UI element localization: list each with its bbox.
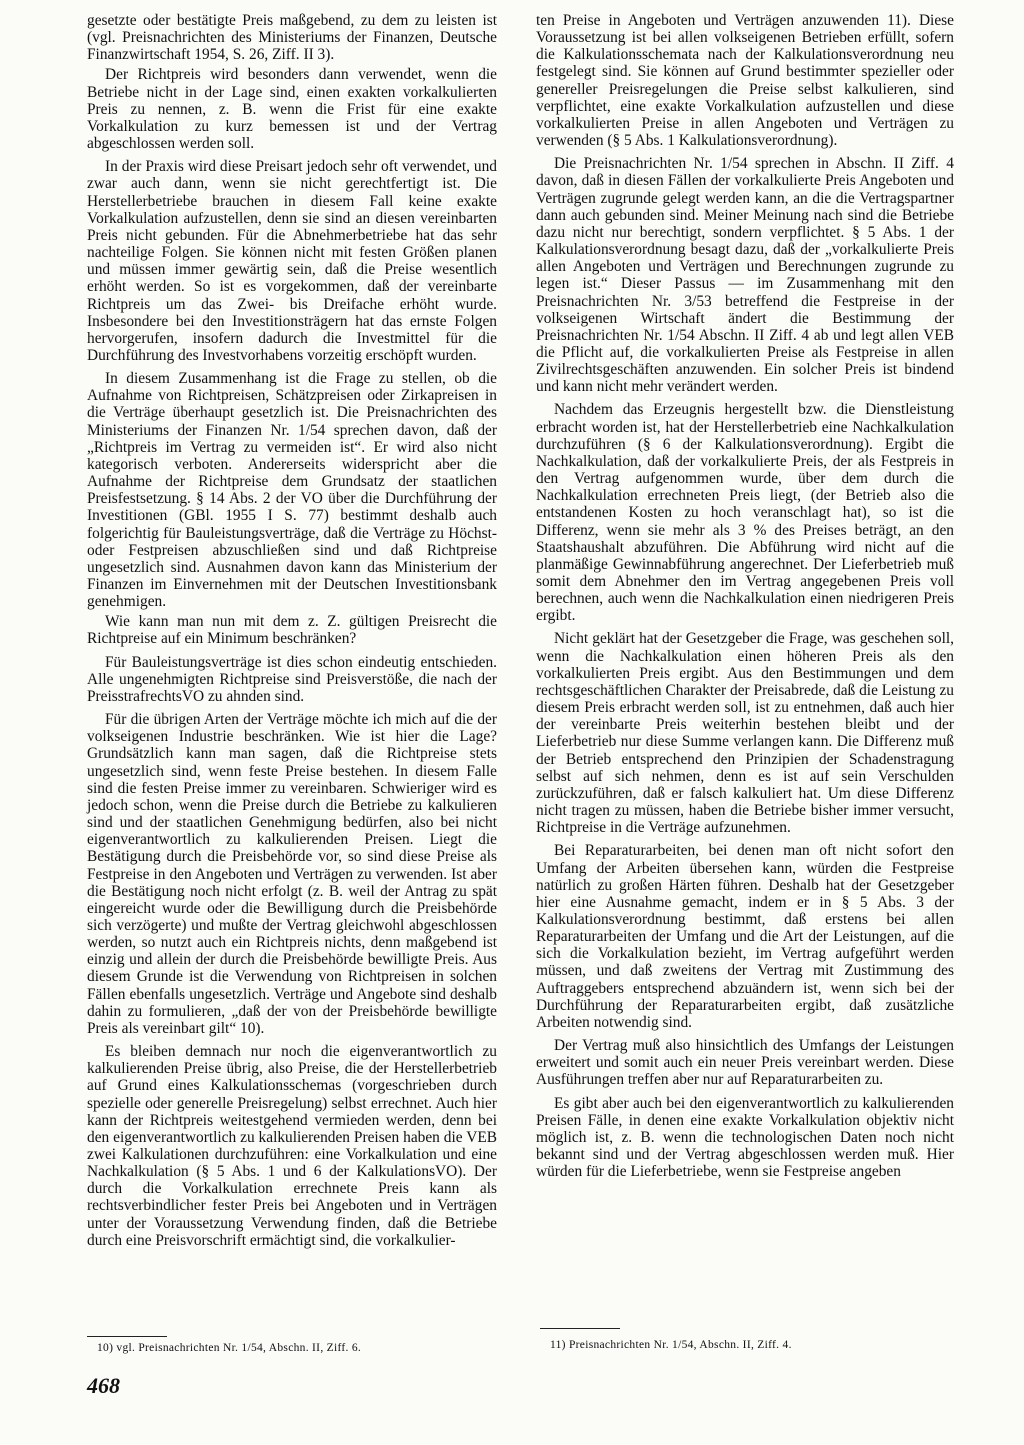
paragraph: Wie kann man nun mit dem z. Z. gültigen Preisrecht die Richtpreise auf ein Minimum beschränken? (87, 613, 497, 648)
right-column (536, 12, 954, 1183)
paragraph: Der Vertrag muß also hinsichtlich des Umfangs der Leistungen erweitert und somit auch ein neuer Preis vereinbart werden. Diese Ausführungen treffen aber nur auf Reparaturarbeiten zu. (536, 1037, 954, 1089)
footnote-divider (540, 1328, 620, 1329)
paragraph: Für die übrigen Arten der Verträge möchte ich mich auf die der volkseigenen Industrie beschränken. Wie ist hier die Lage? Grundsätzlich kann man sagen, daß die Richtpreise stets ungesetzlich sind, wenn feste Preise bestehen. In diesem Falle sind die festen Preise immer zu vereinbaren. Schwieriger wird es jedoch schon, wenn die Preise durch die Betriebe zu kalkulieren sind und der staatlichen Genehmigung bedürfen, also bei nicht eigenverantwortlich zu kalkulierenden Preisen. Liegt die Bestätigung durch die Preisbehörde vor, so sind diese Preise als Festpreise in den Angeboten und Verträgen zu verwenden. Ist aber die Bestätigung noch nicht erfolgt (z. B. weil der Antrag zu spät eingereicht wurde oder die Bewilligung durch die Preisbehörde sich verzögerte) und mußte der Vertrag gleichwohl abgeschlossen werden, so nutzt auch ein Richtpreis nichts, denn maßgebend ist einzig und allein der durch die Preisbehörde bewilligte Preis. Aus diesem Grunde ist die Verwendung von Richtpreisen in solchen Fällen ebenfalls ungesetzlich. Verträge und Angebote sind deshalb dahin zu formulieren, „daß der von der Preisbehörde bewilligte Preis als vereinbart gilt“ 10). (87, 711, 497, 1037)
paragraph: Es bleiben demnach nur noch die eigenverantwortlich zu kalkulierenden Preise übrig, also Preise, die der Herstellerbetrieb auf Grund eines Kalkulationsschemas (vorgeschrieben durch spezielle oder generelle Preisregelung) selbst errechnet. Auch hier kann der Richtpreis weitestgehend vermieden werden, denn bei den eigenverantwortlich zu kalkulierenden Preisen haben die VEB zwei Kalkulationen durchzuführen: eine Vorkalkulation und eine Nachkalkulation (§ 5 Abs. 1 und 6 der KalkulationsVO). Der durch die Vorkalkulation errechnete Preis kann als rechtsverbindlicher fester Preis bei Angeboten und in Verträgen unter der Voraussetzung Verwendung finden, daß die Betriebe durch eine Preisvorschrift ermächtigt sind, die vorkalkulier- (87, 1043, 497, 1249)
paragraph: Es gibt aber auch bei den eigenverantwortlich zu kalkulierenden Preisen Fälle, in denen eine exakte Vorkalkulation objektiv nicht möglich ist, z. B. wenn die technologischen Daten noch nicht bekannt sind und der Vertrag abgeschlossen werden muß. Hier würden für die Lieferbetriebe, wenn sie Festpreise angeben (536, 1094, 954, 1181)
footnote-10: 10) vgl. Preisnachrichten Nr. 1/54, Abschn. II, Ziff. 6. (97, 1342, 362, 1354)
left-column (87, 12, 497, 1252)
paragraph: Die Preisnachrichten Nr. 1/54 sprechen in Abschn. II Ziff. 4 davon, daß in diesen Fällen der vorkalkulierte Preis Angeboten und Verträgen zugrunde gelegt werden kann, an die die Vertragspartner dann auch gebunden sind. Meiner Meinung nach sind die Betriebe dazu nicht nur berechtigt, sondern verpflichtet. § 5 Abs. 1 der Kalkulationsverordnung besagt dazu, daß der „vorkalkulierte Preis allen Angeboten und Verträgen und Berechnungen zugrunde zu legen ist.“ Dieser Passus — im Zusammenhang mit den Preisnachrichten Nr. 3/53 betreffend die Festpreise in der volkseigenen Wirtschaft ändert die Bestimmung der Preisnachrichten Nr. 1/54 Abschn. II Ziff. 4 ab und legt allen VEB die Pflicht auf, die vorkalkulierten Preise als Festpreise in allen Zivilrechtsgeschäften anzuwenden. Ein solcher Preis ist bindend und kann nicht mehr verändert werden. (536, 155, 954, 396)
paragraph: Nachdem das Erzeugnis hergestellt bzw. die Dienstleistung erbracht worden ist, hat der Herstellerbetrieb eine Nachkalkulation durchzuführen (§ 6 der Kalkulationsverordnung). Ergibt die Nachkalkulation, daß der vorkalkulierte Preis, der als Festpreis in den Vertrag aufgenommen wurde, über dem durch die Nachkalkulation errechneten Preis liegt, (der Betrieb also die entstandenen Kosten zu hoch veranschlagt hat), so ist die Differenz, wenn sie mehr als 3 % des Preises beträgt, an den Staatshaushalt abzuführen. Die Abführung wird nicht auf die planmäßige Gewinnabführung angerechnet. Der Lieferbetrieb muß somit dem Abnehmer den im Vertrag angegebenen Preis voll berechnen, auch wenn die Nachkalkulation einen niedrigeren Preis ergibt. (536, 401, 954, 625)
paragraph: Für Bauleistungsverträge ist dies schon eindeutig entschieden. Alle ungenehmigten Richtpreise sind Preisverstöße, die nach der PreisstrafrechtsVO zu ahnden sind. (87, 653, 497, 705)
paragraph: Nicht geklärt hat der Gesetzgeber die Frage, was geschehen soll, wenn die Nachkalkulation einen höheren Preis als den vorkalkulierten Preis ergibt. Aus den Bestimmungen und dem rechtsgeschäftlichen Charakter der Preisabrede, daß die Leistung zu diesem Preis erbracht werden soll, ist zu entnehmen, daß auch hier der vereinbarte Preis weiterhin bestehen bleibt und der Lieferbetrieb nur diese Summe verlangen kann. Die Differenz muß der Betrieb entsprechend den Prinzipien der Schadenstragung selbst auf sich nehmen, denn es ist auf sein Verschulden zurückzuführen, daß er falsch kalkuliert hat. Um diese Differenz nicht tragen zu müssen, haben die Betriebe bisher immer versucht, Richtpreise in die Verträge aufzunehmen. (536, 630, 954, 837)
paragraph: In diesem Zusammenhang ist die Frage zu stellen, ob die Aufnahme von Richtpreisen, Schätzpreisen oder Zirkapreisen in die Verträge überhaupt gesetzlich ist. Die Preisnachrichten des Ministeriums der Finanzen Nr. 1/54 sprechen davon, daß der „Richtpreis im Vertrag zu vermeiden ist“. Er wird also nicht kategorisch verboten. Andererseits widerspricht aber die Aufnahme der Richtpreise dem Grundsatz der staatlichen Preisfestsetzung. § 14 Abs. 2 der VO über die Durchführung der Investitionen (GBl. 1955 I S. 77) bestimmt deshalb auch folgerichtig für Bauleistungsverträge, daß die Verträge zu Höchst- oder Festpreisen abzuschließen sind und daß Richtpreise ungesetzlich sind. Ausnahmen davon kann das Ministerium der Finanzen im Einvernehmen mit der Deutschen Investitionsbank genehmigen. (87, 370, 497, 611)
paragraph: In der Praxis wird diese Preisart jedoch sehr oft verwendet, und zwar auch dann, wenn sie nicht gerechtfertigt ist. Die Herstellerbetriebe brauchen in diesem Fall keine exakte Vorkalkulation aufzustellen, denn sie sind an diesen vereinbarten Preis nicht gebunden. Für die Abnehmerbetriebe hat das sehr nachteilige Folgen. Sie können nicht mit festen Größen planen und müssen immer gewärtig sein, daß die Preise wesentlich erhöht werden. So ist es vorgekommen, daß der vereinbarte Richtpreis um das Zwei- bis Dreifache erhöht wurde. Insbesondere bei den Investitionsträgern hat das ernste Folgen hervorgerufen, insofern dadurch die Investmittel für die Durchführung des Investvorhabens vorzeitig erschöpft wurden. (87, 158, 497, 364)
page-number: 468 (87, 1373, 120, 1398)
paragraph: gesetzte oder bestätigte Preis maßgebend, zu dem zu leisten ist (vgl. Preisnachrichten des Ministeriums der Finanzen, Deutsche Finanzwirtschaft 1954, S. 26, Ziff. II 3). (87, 12, 497, 64)
paragraph: Bei Reparaturarbeiten, bei denen man oft nicht sofort den Umfang der Arbeiten übersehen kann, würden die Festpreise natürlich zu großen Härten führen. Deshalb hat der Gesetzgeber hier eine Ausnahme gemacht, indem er in § 5 Abs. 3 der Kalkulationsverordnung bestimmt, daß erstens bei allen Reparaturarbeiten der Umfang und die Art der Leistungen, auf die sich die Vorkalkulation bezieht, im Vertrag aufgeführt werden müssen, und daß zweitens der Vertrag mit Zustimmung des Auftraggebers entsprechend abzuändern ist, wenn sich bei der Durchführung der Reparaturarbeiten ergibt, daß zusätzliche Arbeiten notwendig sind. (536, 842, 954, 1031)
footnote-divider (87, 1336, 167, 1337)
paragraph: ten Preise in Angeboten und Verträgen anzuwenden 11). Diese Voraussetzung ist bei allen volkseigenen Betrieben erfüllt, sofern die Kalkulationsschemata nach der Kalkulationsverordnung neu festgelegt sind. Sie können auf Grund bestimmter spezieller oder genereller Preisregelungen die Preise selbst kalkulieren, sind verpflichtet, eine exakte Vorkalkulation aufzustellen und diese vorkalkulierten Preise in allen Angeboten und Verträgen zu verwenden (§ 5 Abs. 1 Kalkulationsverordnung). (536, 12, 954, 150)
footnote-11: 11) Preisnachrichten Nr. 1/54, Abschn. II, Ziff. 4. (550, 1339, 792, 1351)
paragraph: Der Richtpreis wird besonders dann verwendet, wenn die Betriebe nicht in der Lage sind, einen exakten vorkalkulierten Preis zu nennen, z. B. wenn die Frist für eine exakte Vorkalkulation zu kurz bemessen ist und der Vertrag abgeschlossen werden soll. (87, 66, 497, 153)
